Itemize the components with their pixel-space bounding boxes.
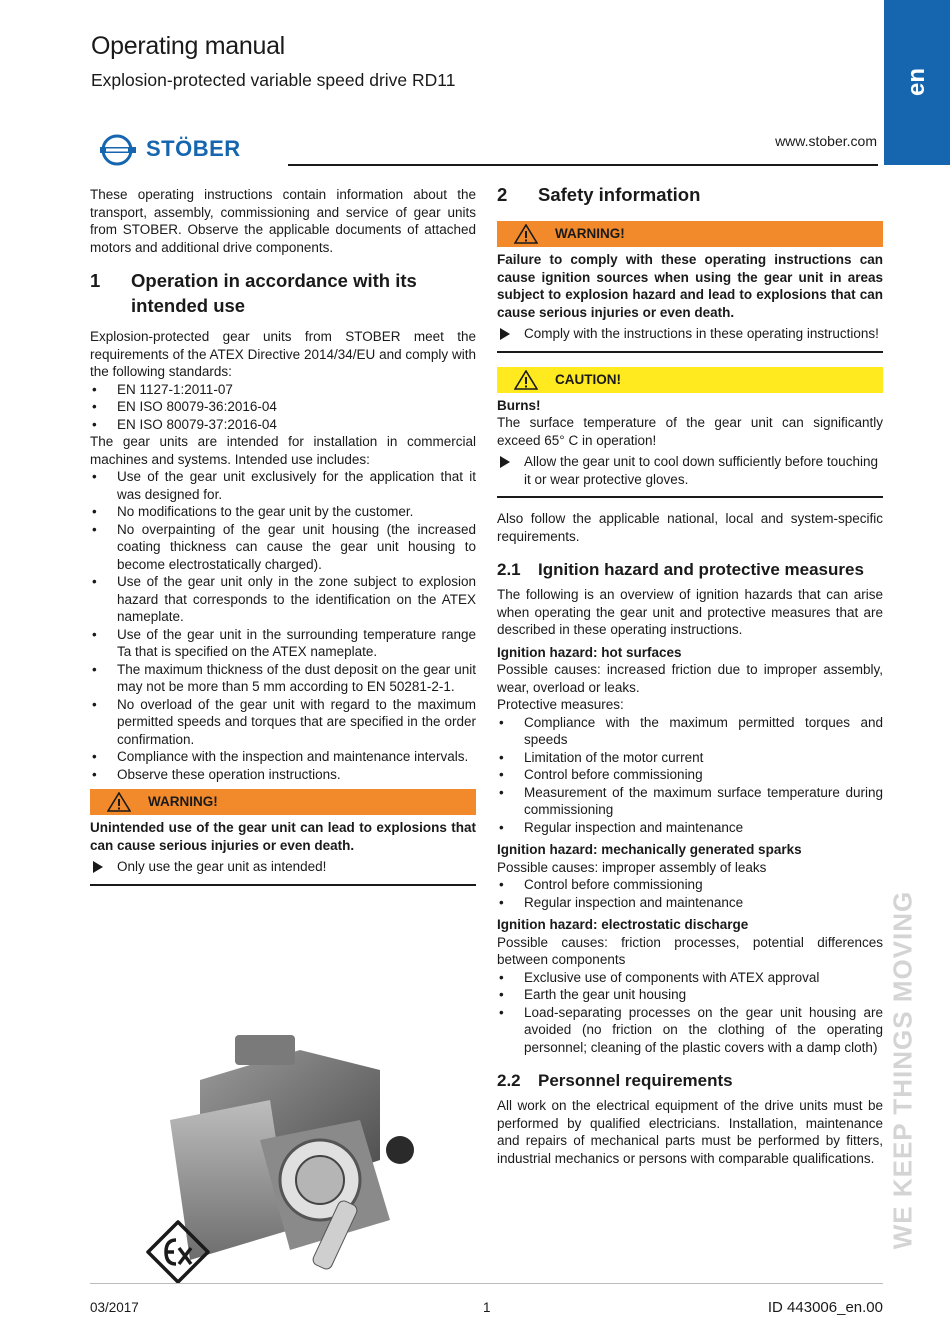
list-item: • Control before commissioning xyxy=(497,766,883,784)
warning-action: Comply with the instructions in these operating instructions! xyxy=(497,325,883,343)
list-item: • Earth the gear unit housing xyxy=(497,986,883,1004)
caution-text: The surface temperature of the gear unit can significantly exceed 65° C in operation! xyxy=(497,415,883,448)
intended-use-list xyxy=(90,468,476,783)
hazard-causes: Possible causes: friction processes, potential differences between components xyxy=(497,934,883,967)
hazard-heading-hot: Ignition hazard: hot surfaces xyxy=(497,644,682,660)
list-item: • No overload of the gear unit with regard to the maximum permitted speeds and torques that are specified in the order confirmation. xyxy=(90,696,476,749)
warning-triangle-icon xyxy=(90,792,148,812)
list-item: • EN ISO 80079-37:2016-04 xyxy=(90,416,476,434)
list-item: • EN ISO 80079-36:2016-04 xyxy=(90,398,476,416)
warning-banner xyxy=(90,789,476,815)
right-column xyxy=(497,182,883,1167)
caution-title: Burns! xyxy=(497,397,541,413)
page-subtitle: Explosion-protected variable speed drive RD11 xyxy=(91,70,456,90)
list-item: • Exclusive use of components with ATEX approval xyxy=(497,969,883,987)
website-url: www.stober.com xyxy=(775,133,877,149)
section-title: Safety information xyxy=(538,184,701,205)
list-item: • The maximum thickness of the dust deposit on the gear unit may not be more than 5 mm according to EN 50281-2-1. xyxy=(90,661,476,696)
section-2-1-intro: The following is an overview of ignition hazards that can arise when operating the gear unit and protective measures that are described in these operating instructions. xyxy=(497,587,883,637)
language-label: en xyxy=(903,67,930,97)
list-item: • Load-separating processes on the gear unit housing are avoided (no friction on the clothing of the operating personnel; cleaning of the plastic covers with a damp cloth) xyxy=(497,1004,883,1057)
section-number: 1 xyxy=(90,270,101,291)
hazard-causes: Possible causes: improper assembly of leaks xyxy=(497,859,767,875)
list-item: • EN 1127-1:2011-07 xyxy=(90,381,476,399)
section-number: 2.1 xyxy=(497,560,521,579)
section-2-2-text: All work on the electrical equipment of the drive units must be performed by qualified electricians. Installation, maintenance and repairs of mechanical parts must be performed by fitters, industrial mechanics or persons with comparable qualifications. xyxy=(497,1098,883,1166)
warning-rule xyxy=(497,351,883,353)
warning-triangle-icon xyxy=(497,224,555,244)
document-id: ID 443006_en.00 xyxy=(767,1299,883,1316)
warning-label: WARNING! xyxy=(555,226,625,242)
list-item: • Use of the gear unit in the surrounding temperature range Ta that is specified on the ATEX nameplate. xyxy=(90,626,476,661)
section-2-1-heading xyxy=(497,559,883,580)
caution-banner xyxy=(497,367,883,393)
hazard-heading-mech: Ignition hazard: mechanically generated sparks xyxy=(497,842,802,857)
caution-rule xyxy=(497,496,883,498)
list-item: • Measurement of the maximum surface temperature during commissioning xyxy=(497,784,883,819)
list-item: • No modifications to the gear unit by the customer. xyxy=(90,503,476,521)
footer-date: 03/2017 xyxy=(90,1300,139,1315)
stober-logo xyxy=(100,134,265,166)
elec-measures-list xyxy=(497,969,883,1057)
page-title: Operating manual xyxy=(91,32,285,60)
section-1-paragraph: Explosion-protected gear units from STOBER meet the requirements of the ATEX Directive 2014/34/EU and comply with the following standards: xyxy=(90,329,476,379)
language-tab xyxy=(884,0,950,165)
also-follow-text: Also follow the applicable national, local and system-specific requirements. xyxy=(497,511,883,544)
page-number: 1 xyxy=(483,1300,491,1315)
section-1-paragraph: The gear units are intended for installation in commercial machines and systems. Intended use includes: xyxy=(90,434,476,467)
list-item: • Compliance with the inspection and maintenance intervals. xyxy=(90,748,476,766)
hazard-causes: Possible causes: increased friction due to improper assembly, wear, overload or leaks. xyxy=(497,662,883,695)
brand-name: STÖBER xyxy=(146,136,241,161)
section-2-2-heading xyxy=(497,1070,883,1091)
hazard-heading-elec: Ignition hazard: electrostatic discharge xyxy=(497,917,749,932)
warning-label: WARNING! xyxy=(148,794,218,810)
warning-action: Only use the gear unit as intended! xyxy=(90,858,476,876)
list-item: • Use of the gear unit only in the zone subject to explosion hazard that corresponds to the identification on the ATEX nameplate. xyxy=(90,573,476,626)
hot-measures-list xyxy=(497,714,883,837)
caution-triangle-icon xyxy=(497,370,555,390)
list-item: • Limitation of the motor current xyxy=(497,749,883,767)
caution-action: Allow the gear unit to cool down sufficiently before touching it or wear protective gloves. xyxy=(497,453,883,488)
list-item: • No overpainting of the gear unit housing (the increased coating thickness can cause the gear unit housing to become electrostatically charged). xyxy=(90,521,476,574)
warning-text: Failure to comply with these operating instructions can cause ignition sources when using the gear unit in areas subject to explosion hazard and lead to explosions that can cause serious injuries or even death. xyxy=(497,252,883,320)
list-item: • Use of the gear unit exclusively for the application that it was designed for. xyxy=(90,468,476,503)
stober-logo-icon xyxy=(100,134,138,166)
side-slogan: WE KEEP THINGS MOVING xyxy=(887,890,918,1250)
section-title: Ignition hazard and protective measures xyxy=(538,560,864,579)
list-item: • Observe these operation instructions. xyxy=(90,766,476,784)
warning-rule xyxy=(90,884,476,886)
section-number: 2 xyxy=(497,184,508,205)
intro-text: These operating instructions contain information about the transport, assembly, commissioning and service of gear units from STOBER. Observe the applicable documents of attached motors and additional drive components. xyxy=(90,187,476,255)
warning-banner xyxy=(497,221,883,247)
section-1-heading xyxy=(90,268,476,318)
footer-rule xyxy=(90,1283,883,1284)
section-title: Operation in accordance with its intended use xyxy=(131,270,417,316)
section-number: 2.2 xyxy=(497,1071,521,1090)
left-column xyxy=(90,186,476,886)
list-item: • Regular inspection and maintenance xyxy=(497,894,883,912)
protective-measures-label: Protective measures: xyxy=(497,697,624,712)
list-item: • Regular inspection and maintenance xyxy=(497,819,883,837)
section-title: Personnel requirements xyxy=(538,1071,733,1090)
section-2-heading xyxy=(497,182,883,207)
warning-text: Unintended use of the gear unit can lead to explosions that can cause serious injuries or even death. xyxy=(90,820,476,853)
mech-measures-list xyxy=(497,876,883,911)
list-item: • Compliance with the maximum permitted torques and speeds xyxy=(497,714,883,749)
standards-list xyxy=(90,381,476,434)
ex-mark-icon xyxy=(146,1220,210,1284)
list-item: • Control before commissioning xyxy=(497,876,883,894)
header-rule xyxy=(288,164,878,166)
caution-label: CAUTION! xyxy=(555,371,621,387)
